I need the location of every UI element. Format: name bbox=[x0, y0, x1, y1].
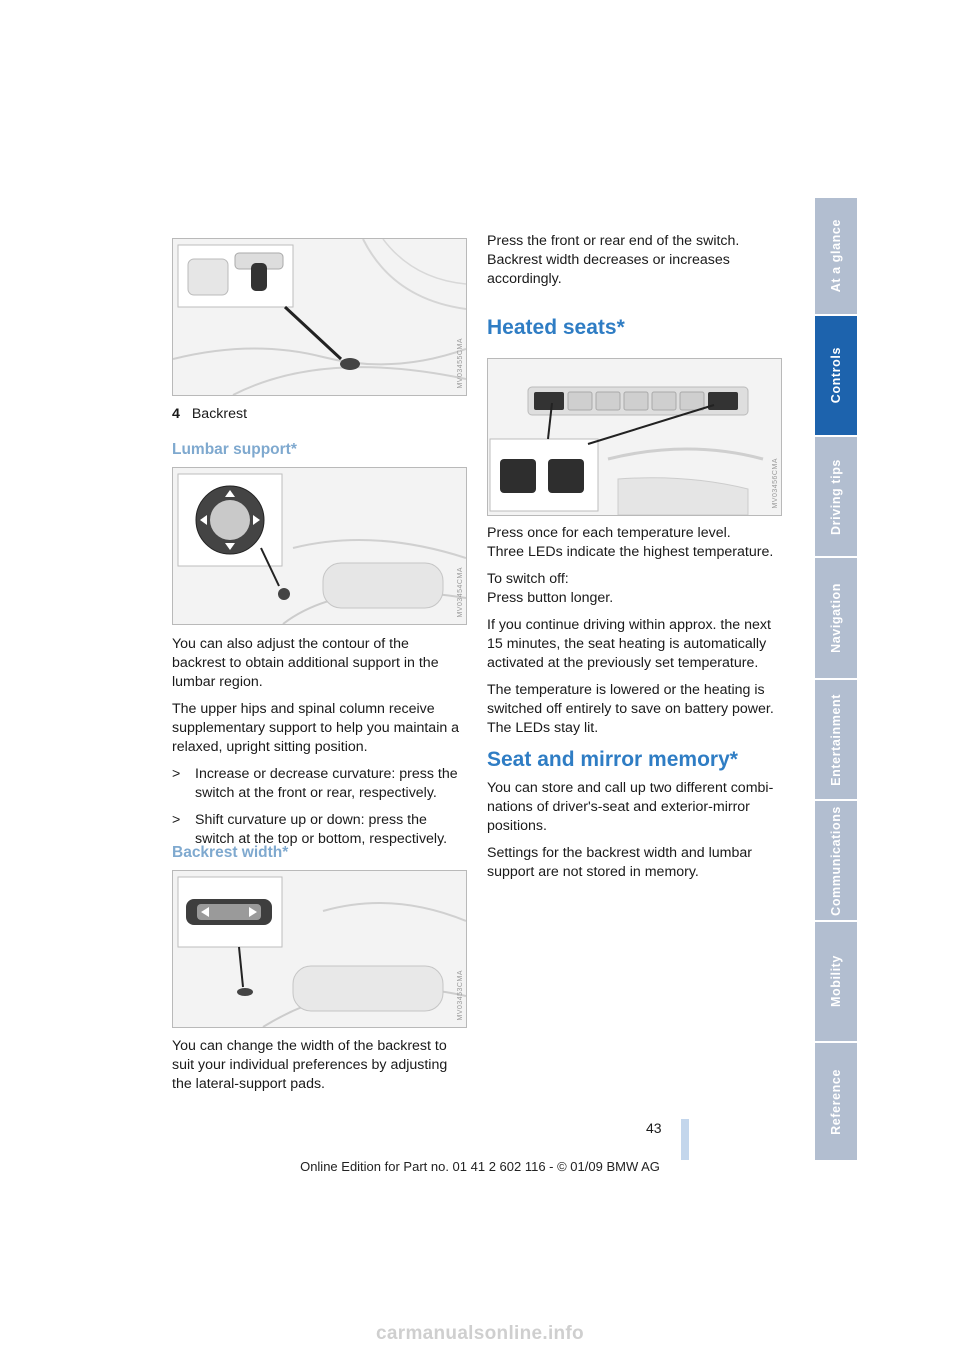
heated-seats-paragraph-3: If you continue driving within approx. the next 15 minutes, the seat heating is automatically activated at the previously set temperature. bbox=[487, 617, 771, 671]
heated-line: Three LEDs indicate the highest temperature. bbox=[487, 544, 774, 560]
backrest-caption bbox=[172, 405, 247, 424]
page-marker bbox=[681, 1119, 689, 1160]
watermark: carmanualsonline.info bbox=[376, 1323, 584, 1344]
tab-label: At a glance bbox=[829, 219, 843, 293]
heated-line: Press button longer. bbox=[487, 590, 614, 606]
tab-entertainment[interactable] bbox=[815, 680, 857, 801]
backrest-figure bbox=[172, 238, 467, 396]
heated-seats-paragraph-2 bbox=[487, 570, 781, 608]
backrest-width-figure bbox=[172, 870, 467, 1028]
backrest-width-heading: Backrest width* bbox=[172, 844, 289, 861]
tab-label: Communications bbox=[829, 805, 843, 916]
backrest-width-paragraph-2: Press the front or rear end of the switch. Backrest width decreases or increases accordingly. bbox=[487, 233, 740, 287]
tab-reference[interactable] bbox=[815, 1043, 857, 1160]
heated-seats-paragraph-1 bbox=[487, 524, 781, 562]
bullet-mark: > bbox=[172, 766, 181, 782]
tab-communications[interactable] bbox=[815, 801, 857, 922]
bullet-mark: > bbox=[172, 812, 181, 828]
lumbar-illustration bbox=[173, 468, 466, 624]
lumbar-paragraph-1: You can also adjust the contour of the backrest to obtain additional support in the lumbar region. bbox=[172, 636, 439, 690]
backrest-width-paragraph-1: You can change the width of the backrest to suit your individual preferences by adjusting the lateral-support pads. bbox=[172, 1038, 448, 1092]
tab-navigation[interactable] bbox=[815, 558, 857, 680]
backrest-illustration bbox=[173, 239, 466, 395]
figure-code: MV03455CMA bbox=[457, 338, 464, 389]
bullet-text: Shift curvature up or down: press the switch at the top or bottom, respectively. bbox=[195, 812, 448, 847]
tab-driving-tips[interactable] bbox=[815, 437, 857, 558]
memory-heading: Seat and mirror memory* bbox=[487, 748, 738, 771]
heated-line: To switch off: bbox=[487, 571, 569, 587]
tab-label: Navigation bbox=[829, 583, 843, 653]
lumbar-bullet bbox=[172, 765, 466, 803]
figure-code: MV03456CMA bbox=[772, 458, 779, 509]
memory-paragraph-2: Settings for the backrest width and lumbar support are not stored in memory. bbox=[487, 845, 752, 880]
heated-seats-paragraph-4: The temperature is lowered or the heating is switched off entirely to save on battery power. The LEDs stay lit. bbox=[487, 682, 774, 736]
tab-controls[interactable] bbox=[815, 316, 857, 437]
heated-line: Press once for each temperature level. bbox=[487, 525, 731, 541]
bullet-text: Increase or decrease curvature: press the switch at the front or rear, respectively. bbox=[195, 766, 458, 801]
tab-label: Reference bbox=[829, 1068, 843, 1135]
lumbar-paragraph-2: The upper hips and spinal column receive supplementary support to help you maintain a relaxed, upright sitting position. bbox=[172, 701, 460, 755]
tab-label: Controls bbox=[829, 347, 843, 404]
tab-label: Driving tips bbox=[829, 458, 843, 535]
caption-number: 4 bbox=[172, 406, 180, 422]
figure-code: MV03453CMA bbox=[457, 970, 464, 1021]
tab-label: Entertainment bbox=[829, 693, 843, 786]
tab-label: Mobility bbox=[829, 955, 843, 1008]
page-number: 43 bbox=[646, 1120, 662, 1136]
figure-code: MV03454CMA bbox=[457, 567, 464, 618]
chapter-tabs bbox=[815, 198, 857, 1160]
backrest-width-illustration bbox=[173, 871, 466, 1027]
caption-label: Backrest bbox=[191, 406, 248, 422]
lumbar-figure bbox=[172, 467, 467, 625]
memory-paragraph-1: You can store and call up two different combinations of driver's-seat and exterior-mirror positions. bbox=[487, 780, 774, 834]
footer-text: Online Edition for Part no. 01 41 2 602 116 - © 01/09 BMW AG bbox=[300, 1159, 660, 1174]
heated-seats-illustration bbox=[488, 359, 781, 515]
heated-seats-heading: Heated seats* bbox=[487, 316, 625, 339]
tab-mobility[interactable] bbox=[815, 922, 857, 1043]
lumbar-heading: Lumbar support* bbox=[172, 441, 297, 458]
heated-seats-figure bbox=[487, 358, 782, 516]
tab-at-a-glance[interactable] bbox=[815, 198, 857, 316]
